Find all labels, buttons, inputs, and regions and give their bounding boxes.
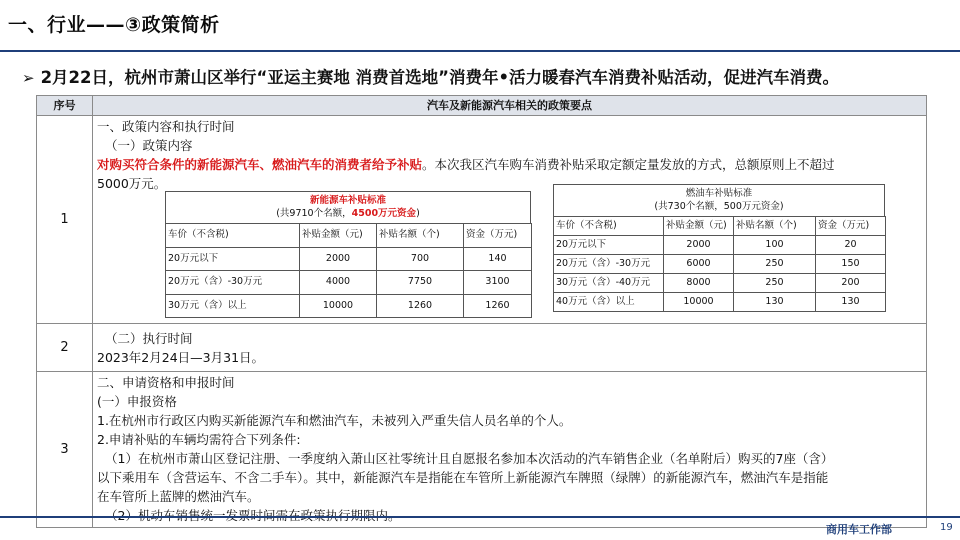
policy-table <box>36 95 927 528</box>
table-row <box>37 372 927 528</box>
row-number: 1 <box>37 116 93 324</box>
policy-highlight: 对购买符合条件的新能源汽车、燃油汽车的消费者给予补贴 <box>97 157 423 172</box>
nev-header-row: 车价（不含税) 补贴金额（元) 补贴名额（个) 资金（万元) <box>166 224 532 248</box>
header-no: 序号 <box>37 96 93 116</box>
table-row <box>37 116 927 324</box>
sub-heading: （二）执行时间 <box>105 331 193 346</box>
eligibility-item: 1.在杭州市行政区内购买新能源汽车和燃油汽车，未被列入严重失信人员名单的个人。 <box>97 413 572 428</box>
headline <box>22 64 839 88</box>
policy-text: 对购买符合条件的新能源汽车、燃油汽车的消费者给予补贴。本次我区汽车购车消费补贴采取定额定量发放的方式，总额原则上不超过 <box>97 157 835 172</box>
nev-subsidy-caption <box>165 191 531 223</box>
table-row: 20万元以下 2000 700 140 <box>166 247 532 271</box>
page-title: 一、行业——③政策简析 <box>8 14 220 36</box>
eligibility-condition: （1）在杭州市萧山区登记注册、一季度纳入萧山区社零统计且自愿报名参加本次活动的汽车销售企业（名单附后）购买的7座（含） <box>105 451 834 466</box>
table-row: 20万元（含）-30万元 4000 7750 3100 <box>166 271 532 295</box>
page-number: 19 <box>940 522 953 533</box>
subsidy-tables <box>97 188 922 321</box>
table-row: 20万元（含）-30万元 6000 250 150 <box>554 255 886 274</box>
section-heading: 二、申请资格和申报时间 <box>97 375 235 390</box>
row-number: 2 <box>37 324 93 372</box>
sub-heading: (一）申报资格 <box>97 394 177 409</box>
section-heading: 一、政策内容和执行时间 <box>97 119 235 134</box>
eligibility-condition-cont: 以下乘用车（含营运车、不含二手车）。其中，新能源汽车是指能在车管所上新能源汽车牌照（绿牌）的新能源汽车，燃油汽车是指能 <box>97 470 829 485</box>
nev-subsidy-title: 新能源车补贴标准 <box>309 195 386 206</box>
nev-subsidy-note: (共9710个名额，4500万元资金) <box>276 208 420 219</box>
footer-divider <box>0 516 960 518</box>
table-header-row <box>37 96 927 116</box>
fuel-header-row: 车价（不含税) 补贴金额（元) 补贴名额（个) 资金（万元) <box>554 217 886 236</box>
table-row: 20万元以下 2000 100 20 <box>554 236 886 255</box>
nev-subsidy-table <box>165 191 531 318</box>
table-row: 30万元（含）-40万元 8000 250 200 <box>554 274 886 293</box>
execution-period: 2023年2月24日—3月31日。 <box>97 350 265 365</box>
fuel-subsidy-title: 燃油车补贴标准 <box>685 188 753 199</box>
eligibility-item: 2.申请补贴的车辆均需符合下列条件: <box>97 432 301 447</box>
footer-department: 商用车工作部 <box>826 523 892 536</box>
policy-total: 5000万元。 <box>97 176 167 191</box>
fuel-subsidy-caption <box>553 184 885 216</box>
eligibility-condition-cont: 在车管所上蓝牌的燃油汽车。 <box>97 489 260 504</box>
table-row: 30万元（含）以上 10000 1260 1260 <box>166 294 532 318</box>
row-content <box>93 324 927 372</box>
row-content <box>93 372 927 528</box>
headline-text: 2月22日，杭州市萧山区举行“亚运主赛地 消费首选地”消费年•活力暖春汽车消费补贴活动，促进汽车消费。 <box>40 68 839 87</box>
table-row: 40万元（含）以上 10000 130 130 <box>554 293 886 312</box>
row-number: 3 <box>37 372 93 528</box>
arrow-bullet-icon: ➢ <box>22 69 35 87</box>
row-content <box>93 116 927 324</box>
table-row <box>37 324 927 372</box>
header-policy: 汽车及新能源汽车相关的政策要点 <box>93 96 927 116</box>
fuel-subsidy-table <box>553 184 885 312</box>
sub-heading: （一）政策内容 <box>105 138 193 153</box>
title-bar <box>0 0 960 52</box>
fuel-subsidy-note: (共730个名额，500万元资金) <box>654 201 784 212</box>
